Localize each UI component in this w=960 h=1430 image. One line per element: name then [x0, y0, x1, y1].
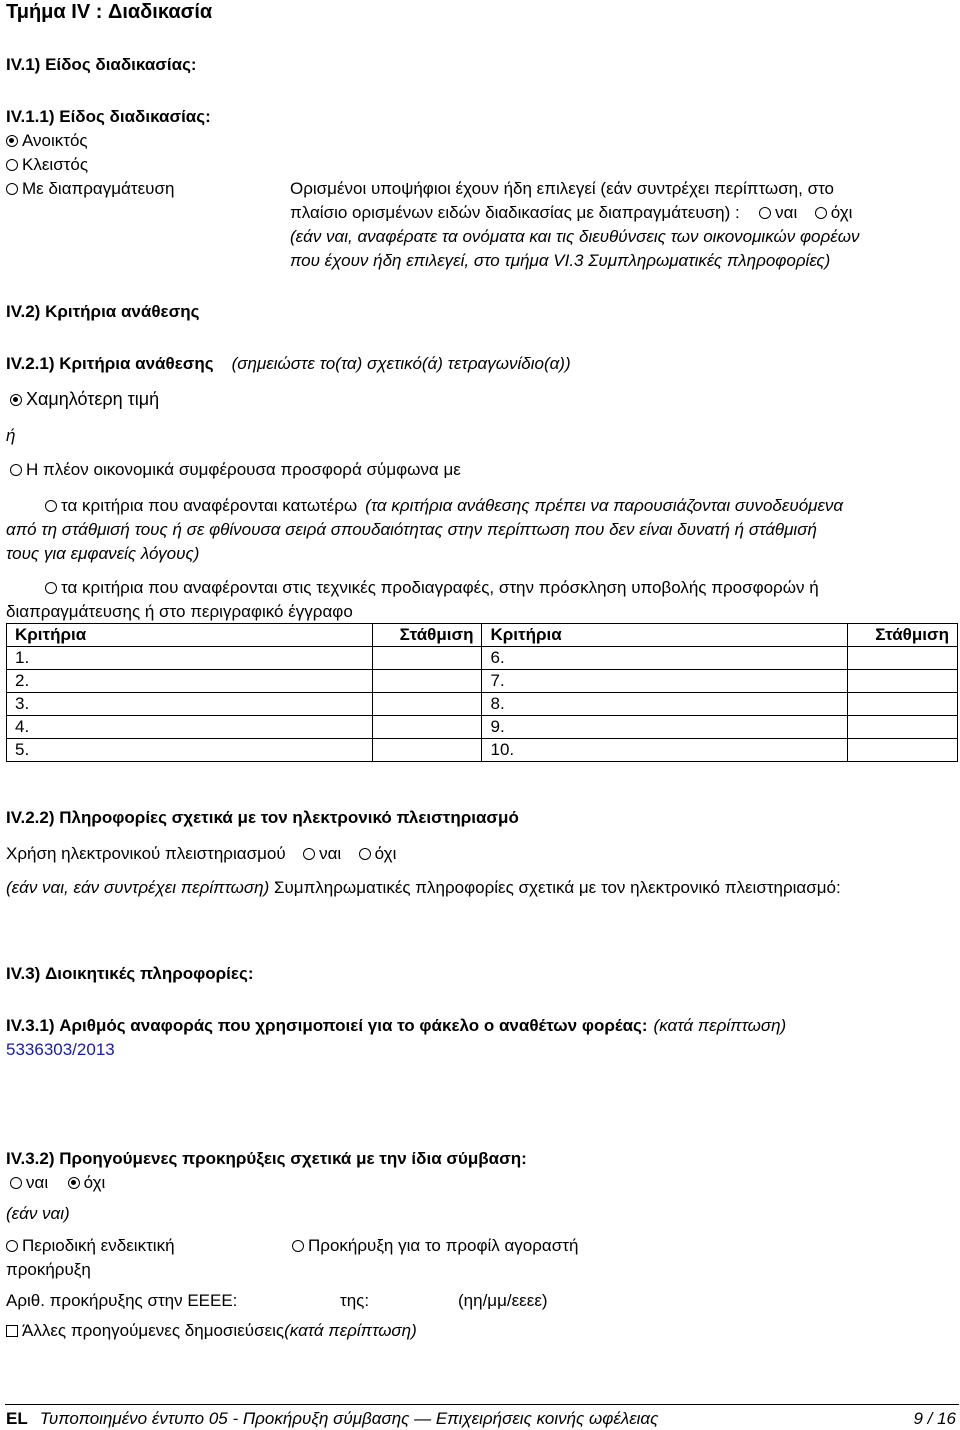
table-row — [7, 693, 958, 716]
table-cell — [848, 739, 958, 762]
radio-icon[interactable] — [10, 464, 22, 476]
iv1-heading: IV.1) Είδος διαδικασίας: — [6, 55, 197, 74]
page-number: 9 / 16 — [913, 1409, 956, 1428]
negotiated-note-line1: Ορισμένοι υποψήφιοι έχουν ήδη επιλεγεί (εάν συντρέχει περίπτωση, στο — [290, 179, 835, 198]
radio-icon[interactable] — [359, 848, 371, 860]
table-cell: 6. — [482, 647, 848, 670]
table-cell: 3. — [7, 693, 373, 716]
radio-selected-icon[interactable] — [68, 1177, 80, 1189]
radio-icon[interactable] — [815, 207, 827, 219]
table-header-row — [7, 624, 958, 647]
option-restricted[interactable]: Κλειστός — [6, 153, 88, 176]
radio-icon[interactable] — [759, 207, 771, 219]
periodic-notice-line2: προκήρυξη — [6, 1260, 91, 1279]
periodic-notice-option[interactable]: Περιοδική ενδεικτική — [6, 1234, 175, 1257]
negotiated-note-line3: (εάν ναι, αναφέρατε τα ονόματα και τις διευθύνσεις των οικονομικών φορέων — [290, 227, 860, 246]
iv11-heading: IV.1.1) Είδος διαδικασίας: — [6, 107, 211, 126]
table-cell — [372, 693, 482, 716]
table-row — [7, 670, 958, 693]
radio-selected-icon[interactable] — [10, 394, 22, 406]
lowest-price-option[interactable]: Χαμηλότερη τιμή — [10, 388, 159, 411]
negotiated-note-line4: που έχουν ήδη επιλεγεί, στο τμήμα VI.3 Συμπληρωματικές πληροφορίες) — [290, 251, 831, 270]
buyer-profile-option[interactable]: Προκήρυξη για το προφίλ αγοραστή — [292, 1234, 578, 1257]
column-header: Κριτήρια — [7, 624, 373, 647]
radio-icon[interactable] — [303, 848, 315, 860]
meat-option[interactable]: Η πλέον οικονομικά συμφέρουσα προσφορά σύμφωνα με — [10, 458, 461, 481]
criteria-spec-option[interactable]: τα κριτήρια που αναφέρονται στις τεχνικές προδιαγραφές, στην πρόσκληση υποβολής προσφορών ή — [45, 576, 819, 599]
of-label: της: — [340, 1291, 370, 1310]
table-cell: 1. — [7, 647, 373, 670]
table-cell — [848, 693, 958, 716]
iv31-heading: IV.3.1) Αριθμός αναφοράς που χρησιμοποιεί για το φάκελο ο αναθέτων φορέας: (κατά περίπτωση) — [6, 1016, 787, 1035]
checkbox-icon[interactable] — [6, 1325, 18, 1337]
criteria-below-option[interactable]: τα κριτήρια που αναφέρονται κατωτέρω (τα κριτήρια ανάθεσης πρέπει να παρουσιάζονται συνοδευόμενα — [45, 494, 843, 517]
prev-notices-choice: ναι όχι — [10, 1171, 105, 1194]
oj-number-label: Αριθ. προκήρυξης στην ΕΕΕΕ: — [6, 1291, 238, 1310]
table-cell — [848, 670, 958, 693]
table-cell — [848, 647, 958, 670]
footer — [6, 1407, 658, 1430]
criteria-table — [6, 623, 958, 762]
eauction-note: (εάν ναι, εάν συντρέχει περίπτωση) Συμπληρωματικές πληροφορίες σχετικά με τον ηλεκτρονικό πλειστηριασμό: — [6, 878, 841, 897]
table-cell: 9. — [482, 716, 848, 739]
other-notices-option[interactable]: Άλλες προηγούμενες δημοσιεύσεις(κατά περίπτωση) — [6, 1319, 417, 1342]
table-row — [7, 739, 958, 762]
option-open[interactable]: Ανοικτός — [6, 129, 88, 152]
radio-selected-icon[interactable] — [6, 135, 18, 147]
radio-icon[interactable] — [6, 1240, 18, 1252]
option-negotiated[interactable]: Με διαπραγμάτευση — [6, 177, 174, 200]
eauction-use: Χρήση ηλεκτρονικού πλειστηριασμού ναι όχι — [6, 844, 397, 863]
column-header: Στάθμιση — [372, 624, 482, 647]
footer-lang: EL — [6, 1409, 28, 1428]
table-row — [7, 647, 958, 670]
iv2-heading: IV.2) Κριτήρια ανάθεσης — [6, 302, 200, 321]
table-cell — [372, 716, 482, 739]
radio-icon[interactable] — [45, 582, 57, 594]
date-format-label: (ηη/μμ/εεεε) — [458, 1291, 548, 1310]
column-header: Κριτήρια — [482, 624, 848, 647]
table-cell: 4. — [7, 716, 373, 739]
reference-number: 5336303/2013 — [6, 1040, 115, 1059]
table-cell — [372, 647, 482, 670]
radio-icon[interactable] — [6, 159, 18, 171]
eauction-heading: IV.2.2) Πληροφορίες σχετικά με τον ηλεκτρονικό πλειστηριασμό — [6, 808, 519, 827]
table-cell — [848, 716, 958, 739]
footer-divider — [5, 1404, 959, 1405]
table-cell — [372, 739, 482, 762]
iv32-heading: IV.3.2) Προηγούμενες προκηρύξεις σχετικά με την ίδια σύμβαση: — [6, 1149, 527, 1168]
negotiated-note-line2: πλαίσιο ορισμένων ειδών διαδικασίας με διαπραγμάτευση) : ναι όχι — [290, 203, 853, 222]
if-yes-label: (εάν ναι) — [6, 1204, 70, 1223]
radio-icon[interactable] — [10, 1177, 22, 1189]
criteria-below-note-3: τους για εμφανείς λόγους) — [6, 544, 200, 563]
radio-icon[interactable] — [292, 1240, 304, 1252]
table-cell: 2. — [7, 670, 373, 693]
radio-icon[interactable] — [45, 500, 57, 512]
radio-icon[interactable] — [6, 183, 18, 195]
table-cell: 5. — [7, 739, 373, 762]
table-cell: 7. — [482, 670, 848, 693]
criteria-below-note-2: από τη στάθμισή τους ή σε φθίνουσα σειρά σπουδαιότητας στην περίπτωση που δεν είναι δυνατή ή στάθμισή — [6, 520, 817, 539]
table-row — [7, 716, 958, 739]
table-cell: 8. — [482, 693, 848, 716]
section-title: Τμήμα IV : Διαδικασία — [6, 1, 213, 23]
criteria-spec-line2: διαπραγμάτευσης ή στο περιγραφικό έγγραφο — [6, 602, 353, 621]
table-cell — [372, 670, 482, 693]
iv3-heading: IV.3) Διοικητικές πληροφορίες: — [6, 964, 254, 983]
iv21-heading: IV.2.1) Κριτήρια ανάθεσης (σημειώστε το(τα) σχετικό(ά) τετραγωνίδιο(α)) — [6, 354, 571, 373]
column-header: Στάθμιση — [848, 624, 958, 647]
or-label: ή — [6, 426, 16, 445]
footer-form-name: Τυποποιημένο έντυπο 05 - Προκήρυξη σύμβασης — Επιχειρήσεις κοινής ωφέλειας — [39, 1409, 659, 1428]
table-cell: 10. — [482, 739, 848, 762]
